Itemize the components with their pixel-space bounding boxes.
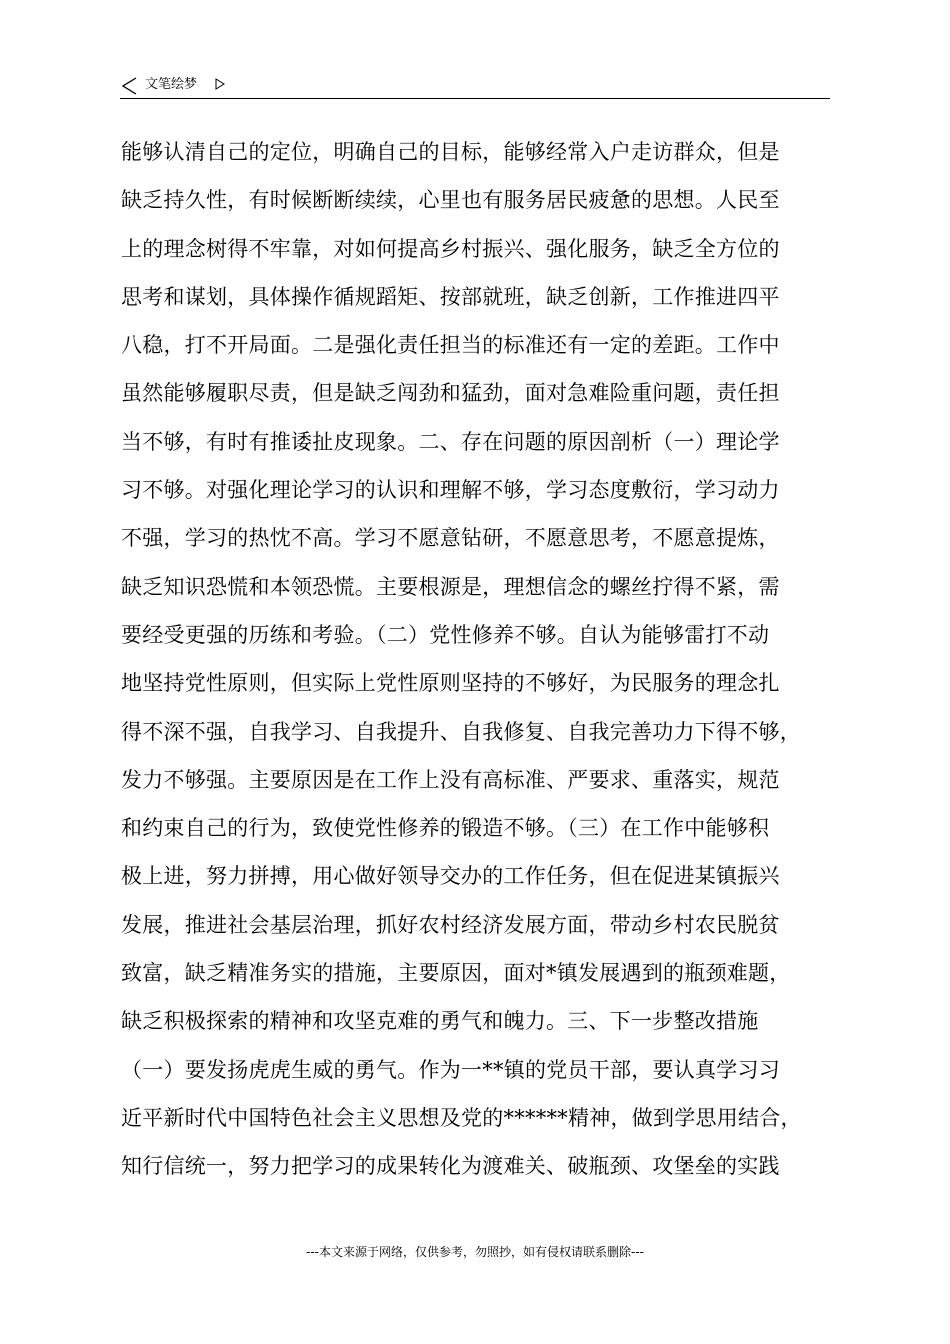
body-text-line: 和约束自己的行为，致使党性修养的锻造不够。（三）在工作中能够积 bbox=[121, 816, 770, 841]
triangle-right-icon bbox=[214, 77, 226, 91]
body-text-line: 要经受更强的历练和考验。（二）党性修养不够。自认为能够雷打不动 bbox=[121, 622, 770, 647]
body-text-line: 地坚持党性原则，但实际上党性原则坚持的不够好，为民服务的理念扎 bbox=[121, 671, 780, 696]
header-divider bbox=[120, 98, 830, 99]
body-text-line: 习不够。对强化理论学习的认识和理解不够，学习态度敷衍，学习动力 bbox=[121, 478, 780, 503]
body-text-line: 缺乏积极探索的精神和攻坚克难的勇气和魄力。三、下一步整改措施 bbox=[121, 1009, 759, 1034]
body-text-line: 发力不够强。主要原因是在工作上没有高标准、严要求、重落实，规范 bbox=[121, 767, 780, 792]
body-text-line: 思考和谋划，具体操作循规蹈矩、按部就班，缺乏创新，工作推进四平 bbox=[121, 284, 780, 309]
document-body bbox=[121, 128, 831, 1191]
body-text-line: 缺乏持久性，有时候断断续续，心里也有服务居民疲惫的思想。人民至 bbox=[121, 188, 780, 213]
body-text-line: 八稳，打不开局面。二是强化责任担当的标准还有一定的差距。工作中 bbox=[121, 333, 780, 358]
body-text-line: 虽然能够履职尽责，但是缺乏闯劲和猛劲，面对急难险重问题，责任担 bbox=[121, 381, 780, 406]
body-text-line: 致富，缺乏精准务实的措施，主要原因，面对*镇发展遇到的瓶颈难题， bbox=[121, 961, 791, 986]
header-title: 文笔绘梦 bbox=[145, 77, 198, 92]
triangle-left-icon bbox=[120, 76, 140, 96]
body-text-line: （一）要发扬虎虎生威的勇气。作为一**镇的党员干部，要认真学习习 bbox=[121, 1057, 780, 1082]
page-header bbox=[120, 72, 830, 98]
body-text-line: 缺乏知识恐慌和本领恐慌。主要根源是，理想信念的螺丝拧得不紧，需 bbox=[121, 574, 780, 599]
body-text-line: 近平新时代中国特色社会主义思想及党的******精神，做到学思用结合， bbox=[121, 1105, 802, 1130]
body-text-line: 得不深不强，自我学习、自我提升、自我修复、自我完善功力下得不够， bbox=[121, 719, 801, 744]
footer-disclaimer: ---本文来源于网络，仅供参考，勿照抄，如有侵权请联系删除--- bbox=[306, 1245, 644, 1259]
body-text-line: 上的理念树得不牢靠，对如何提高乡村振兴、强化服务，缺乏全方位的 bbox=[121, 236, 780, 261]
body-text-line: 当不够，有时有推诿扯皮现象。二、存在问题的原因剖析（一）理论学 bbox=[121, 429, 780, 454]
body-text-line: 能够认清自己的定位，明确自己的目标，能够经常入户走访群众，但是 bbox=[121, 140, 780, 164]
body-text-line: 知行信统一，努力把学习的成果转化为渡难关、破瓶颈、攻堡垒的实践 bbox=[121, 1154, 780, 1179]
body-text-line: 发展，推进社会基层治理，抓好农村经济发展方面，带动乡村农民脱贫 bbox=[121, 912, 780, 937]
body-text-line: 不强，学习的热忱不高。学习不愿意钻研，不愿意思考，不愿意提炼， bbox=[121, 526, 780, 551]
body-text-line: 极上进，努力拼搏，用心做好领导交办的工作任务，但在促进某镇振兴 bbox=[121, 864, 780, 889]
